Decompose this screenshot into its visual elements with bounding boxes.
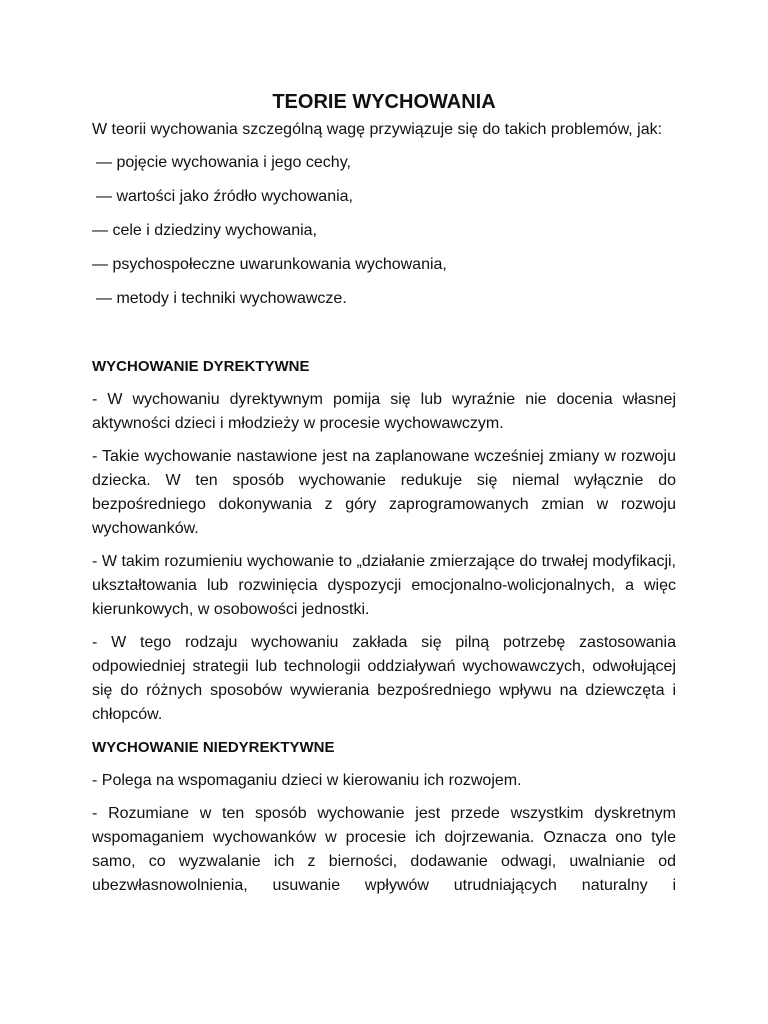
paragraph: - W takim rozumieniu wychowanie to „działanie zmierzające do trwałej modyfikacji, ukształtowania lub rozwinięcia dyspozycji emocjonalno-wolicjonalnych, a więc kierunkowych, w osobowości jednostki. <box>92 553 676 618</box>
section-heading-dyrektywne: WYCHOWANIE DYREKTYWNE <box>92 358 310 375</box>
paragraph: - Takie wychowanie nastawione jest na zaplanowane wcześniej zmiany w rozwoju dziecka. W ten sposób wychowanie redukuje się niemal wyłącznie do bezpośredniego dokonywania z góry zaprogramowanych zmian w rozwoju wychowanków. <box>92 448 676 537</box>
list-item: — wartości jako źródło wychowania, <box>96 188 353 205</box>
intro-paragraph: W teorii wychowania szczególną wagę przywiązuje się do takich problemów, jak: <box>92 121 663 138</box>
list-item: — pojęcie wychowania i jego cechy, <box>96 154 351 171</box>
list-item: — metody i techniki wychowawcze. <box>96 290 347 307</box>
section-spacer <box>92 321 676 355</box>
paragraph: - Polega na wspomaganiu dzieci w kierowaniu ich rozwojem. <box>92 772 522 789</box>
paragraph: - Rozumiane w ten sposób wychowanie jest przede wszystkim dyskretnym wspomaganiem wychowanków w procesie ich dojrzewania. Oznacza ono tyle samo, co wyzwalanie ich z bierności, dodawanie odwagi, uwalnianie od ubezwłasnowolnienia, usuwanie wpływów utrudniających naturalny i <box>92 805 676 894</box>
document-title: TEORIE WYCHOWANIA <box>272 91 496 113</box>
paragraph: - W tego rodzaju wychowaniu zakłada się pilną potrzebę zastosowania odpowiedniej strategii lub technologii oddziaływań wychowawczych, odwołującej się do różnych sposobów wywierania bezpośredniego wpływu na dziewczęta i chłopców. <box>92 634 676 723</box>
list-item: — psychospołeczne uwarunkowania wychowania, <box>92 256 447 273</box>
paragraph: - W wychowaniu dyrektywnym pomija się lub wyraźnie nie docenia własnej aktywności dzieci i młodzieży w procesie wychowawczym. <box>92 391 676 432</box>
section-heading-niedyrektywne: WYCHOWANIE NIEDYREKTYWNE <box>92 739 335 756</box>
list-item: — cele i dziedziny wychowania, <box>92 222 317 239</box>
